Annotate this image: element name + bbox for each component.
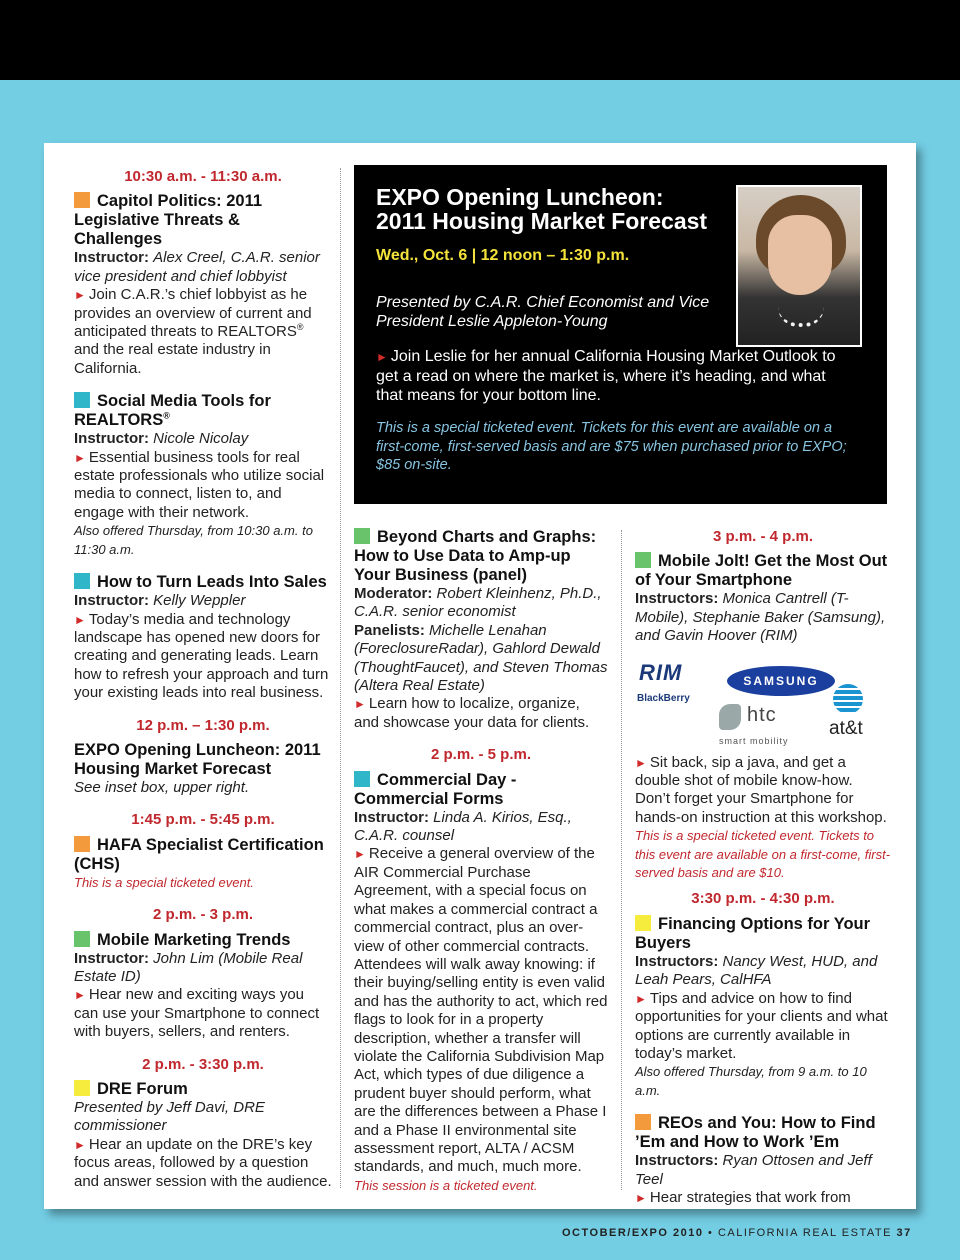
footer-magazine: CALIFORNIA REAL ESTATE: [717, 1227, 892, 1239]
panelists-names: Michelle Lenahan (ForeclosureRadar), Gahlord Dewald (ThoughtFaucet), and Steven Thomas (Altera Real Estate): [354, 621, 608, 695]
arrow-icon: ►: [74, 288, 86, 303]
time-heading: 3:30 p.m. - 4:30 p.m.: [691, 890, 835, 908]
yellow-square-icon: [74, 1080, 90, 1096]
session-capitol-politics: [74, 192, 332, 378]
session-description: [74, 286, 332, 378]
session-dre-forum: [74, 1080, 332, 1191]
column-divider-2: [621, 530, 622, 1190]
att-logo: at&t: [829, 717, 863, 739]
instructor: [74, 950, 332, 987]
featured-description: [376, 347, 836, 405]
featured-ticket-note: This is a special ticketed event. Tickets for this event are available on a first-come, first-served basis and are $75 when purchased prior to EXPO; $85 on-site.: [376, 420, 847, 473]
footer-issue: OCTOBER/EXPO 2010: [562, 1227, 704, 1239]
session-title: [354, 528, 608, 585]
instructor-label: Instructor:: [354, 808, 429, 826]
column-middle: [354, 528, 608, 1209]
featured-date: Wed., Oct. 6 | 12 noon – 1:30 p.m.: [376, 247, 630, 264]
description-text: Sit back, sip a java, and get a double shot of mobile know-how. Don’t forget your Smartphone for hands-on instruction at this workshop.: [635, 753, 887, 826]
description-text: Join C.A.R.’s chief lobbyist as he provides an overview of current and anticipated threats to REALTORS: [74, 286, 312, 341]
samsung-logo: SAMSUNG: [727, 666, 835, 696]
yellow-square-icon: [635, 915, 651, 931]
column-left: [74, 168, 332, 1205]
instructor-name: Linda A. Kirios, Esq., C.A.R. counsel: [354, 808, 572, 845]
blackberry-logo: BlackBerry: [637, 692, 690, 704]
column-right: [635, 528, 891, 1221]
time-heading: 10:30 a.m. - 11:30 a.m.: [124, 168, 282, 185]
instructor-name: Kelly Weppler: [153, 592, 246, 610]
moderator-name: Robert Kleinhenz, Ph.D., C.A.R. senior economist: [354, 585, 602, 621]
ticketed-note: This is a special ticketed event.: [74, 874, 254, 890]
photo-face: [768, 215, 832, 295]
session-description: [74, 611, 332, 703]
orange-square-icon: [74, 836, 90, 852]
instructors-names: Nancy West, HUD, and Leah Pears, CalHFA: [635, 952, 878, 989]
session-title-text: How to Turn Leads Into Sales: [97, 573, 327, 592]
session-title-text: REOs and You: How to Find ’Em and How to Work ’Em: [635, 1114, 876, 1152]
session-title-text: Social Media Tools for REALTORS: [74, 392, 271, 430]
instructor: [74, 430, 332, 448]
instructors: [635, 590, 891, 645]
time-heading: 3 p.m. - 4 p.m.: [712, 528, 814, 545]
session-description: [354, 845, 608, 1176]
featured-title: EXPO Opening Luncheon: 2011 Housing Market Forecast: [376, 184, 708, 234]
session-mobile-marketing: [74, 931, 332, 1042]
session-title: [635, 1114, 891, 1152]
description-text: Hear new and exciting ways you can use your Smartphone to connect with buyers, sellers, and renters.: [74, 986, 320, 1041]
ticketed-note: This session is a ticketed event.: [354, 1177, 538, 1193]
instructor-name: John Lim (Mobile Real Estate ID): [74, 949, 303, 985]
orange-square-icon: [635, 1114, 651, 1130]
session-title-text: HAFA Specialist Certification (CHS): [74, 835, 324, 873]
session-mobile-jolt: [635, 552, 891, 882]
registered-mark: ®: [296, 322, 304, 333]
arrow-icon: ►: [376, 350, 388, 364]
instructors-names: Monica Cantrell (T-Mobile), Stephanie Baker (Samsung), and Gavin Hoover (RIM): [635, 590, 886, 645]
session-reos: [635, 1114, 891, 1207]
arrow-icon: ►: [354, 847, 366, 862]
htc-mark-icon: [719, 704, 741, 730]
arrow-icon: ►: [354, 697, 366, 712]
session-title: [635, 552, 891, 590]
session-commercial-day: [354, 771, 608, 1196]
session-title: [74, 1080, 332, 1099]
session-title-text: DRE Forum: [97, 1080, 188, 1098]
session-leads-into-sales: [74, 573, 332, 702]
green-square-icon: [74, 931, 90, 947]
description-text: Receive a general overview of the AIR Commercial Purchase Agreement, with a special focus on what makes a commercial contract a commercial contract, plus an over-view of other commercial contracts. Attendees will walk away knowing: if their buying/selling entity is even valid and has the authority to act, which red flags to look for in a property description, whether a transfer will violate the California Subdivision Map Act, which types of due diligence a prudent buyer should perform, what are the differences between a Phase I and a Phase II environmental site assessment report, ALTA / ACSM standards, and much, much more.: [354, 845, 608, 1176]
description-text: Learn how to localize, organize, and showcase your data for clients.: [354, 695, 590, 731]
arrow-icon: ►: [635, 755, 647, 770]
description-text: Essential business tools for real estate professionals who utilize social media to connect, listen to, and engage with their network.: [74, 448, 325, 521]
time-heading: 1:45 p.m. - 5:45 p.m.: [131, 811, 275, 829]
session-title: EXPO Opening Luncheon: 2011 Housing Market Forecast: [74, 740, 321, 778]
description-text-cont: and the real estate industry in California.: [74, 341, 271, 377]
registered-mark: ®: [163, 410, 170, 421]
session-title: [74, 192, 332, 249]
session-title: [635, 915, 891, 953]
session-description: [635, 990, 891, 1064]
instructors-label: Instructors:: [635, 952, 719, 970]
moderator: [354, 585, 608, 622]
page-footer: [562, 1227, 912, 1239]
session-title: [74, 392, 332, 430]
htc-logo: htc: [747, 703, 777, 726]
session-title: [354, 771, 608, 809]
session-beyond-charts: [354, 528, 608, 732]
session-title: [74, 931, 332, 950]
arrow-icon: ►: [74, 988, 86, 1003]
top-black-bar: [0, 0, 960, 80]
also-offered: Also offered Thursday, from 10:30 a.m. to 11:30 a.m.: [74, 523, 313, 557]
session-hafa: [74, 836, 332, 892]
panelists: [354, 622, 608, 696]
session-title-text: Mobile Marketing Trends: [97, 930, 291, 949]
session-financing-options: [635, 915, 891, 1100]
instructors-label: Instructors:: [635, 1152, 719, 1170]
sponsor-logos: [635, 659, 891, 746]
description-text: Today’s media and technology landscape has opened new doors for creating and generating leads. Learn how to refresh your approach and turn your existing leads into real business.: [74, 610, 329, 702]
session-title-text: Beyond Charts and Graphs: How to Use Data to Amp-up Your Business (panel): [354, 528, 597, 584]
moderator-label: Moderator:: [354, 585, 433, 602]
arrow-icon: ►: [74, 450, 86, 465]
featured-description-text: Join Leslie for her annual California Housing Market Outlook to get a read on where the market is, where it’s heading, and what that means for your bottom line.: [376, 348, 836, 404]
inset-reference: See inset box, upper right.: [74, 778, 250, 796]
column-divider-1: [340, 168, 341, 1188]
description-text: Hear strategies that work from: [649, 1188, 851, 1206]
session-title: [74, 836, 332, 874]
session-description: [74, 1136, 332, 1191]
instructor-label: Instructor:: [74, 430, 149, 448]
instructors-names: Ryan Ottosen and Jeff Teel: [635, 1152, 872, 1188]
session-description: [74, 449, 332, 523]
att-globe-icon: [833, 684, 863, 714]
arrow-icon: ►: [74, 612, 86, 627]
arrow-icon: ►: [635, 1190, 647, 1205]
instructor-label: Instructor:: [74, 949, 149, 967]
instructors: [635, 953, 891, 990]
time-heading: 2 p.m. - 3:30 p.m.: [142, 1055, 264, 1073]
green-square-icon: [354, 528, 370, 544]
session-title-text: Commercial Day - Commercial Forms: [354, 770, 517, 808]
instructor-label: Instructor:: [74, 592, 149, 610]
description-text: Tips and advice on how to find opportunities for your clients and what options are currently available in today’s market.: [635, 989, 888, 1062]
instructor-name: Nicole Nicolay: [153, 430, 249, 448]
teal-square-icon: [74, 573, 90, 589]
description-text: Hear an update on the DRE’s key focus areas, followed by a question and answer session with the audience.: [74, 1135, 332, 1190]
photo-pearls: [778, 307, 824, 327]
session-description: [635, 1189, 891, 1207]
session-opening-luncheon: [74, 741, 332, 797]
arrow-icon: ►: [74, 1137, 86, 1152]
page-number: 37: [896, 1227, 912, 1239]
rim-logo: RIM: [639, 659, 683, 685]
session-title-text: Capitol Politics: 2011 Legislative Threats & Challenges: [74, 192, 263, 249]
session-description: [74, 986, 332, 1041]
ticketed-note: This is a special ticketed event. Tickets to this event are available on a first-come, first-served basis and are $10.: [635, 828, 891, 881]
htc-tagline: smart mobility: [719, 735, 789, 746]
time-heading: 2 p.m. - 5 p.m.: [430, 746, 532, 764]
session-title-text: Financing Options for Your Buyers: [635, 914, 871, 952]
orange-square-icon: [74, 192, 90, 208]
teal-square-icon: [74, 392, 90, 408]
time-heading: 2 p.m. - 3 p.m.: [152, 906, 254, 924]
bullet-icon: •: [708, 1227, 714, 1239]
time-heading: 12 p.m. – 1:30 p.m.: [136, 716, 270, 734]
instructor-label: Instructor:: [74, 249, 149, 267]
presenter: Presented by Jeff Davi, DRE commissioner: [74, 1099, 265, 1135]
instructor: [74, 592, 332, 610]
speaker-photo: [736, 185, 862, 347]
instructor: [354, 809, 608, 846]
instructor: [74, 249, 332, 286]
session-description: [354, 695, 608, 732]
also-offered: Also offered Thursday, from 9 a.m. to 10 a.m.: [635, 1064, 867, 1098]
green-square-icon: [635, 552, 651, 568]
teal-square-icon: [354, 771, 370, 787]
arrow-icon: ►: [635, 991, 647, 1006]
session-title: [74, 573, 332, 592]
session-title-text: Mobile Jolt! Get the Most Out of Your Smartphone: [635, 552, 888, 590]
featured-presenter: Presented by C.A.R. Chief Economist and Vice President Leslie Appleton-Young: [376, 294, 710, 330]
session-description: [635, 754, 891, 828]
instructors-label: Instructors:: [635, 590, 719, 608]
panelists-label: Panelists:: [354, 621, 425, 639]
instructor-name: Alex Creel, C.A.R. senior vice president and chief lobbyist: [74, 249, 320, 285]
instructors: [635, 1152, 891, 1189]
session-social-media: [74, 392, 332, 559]
